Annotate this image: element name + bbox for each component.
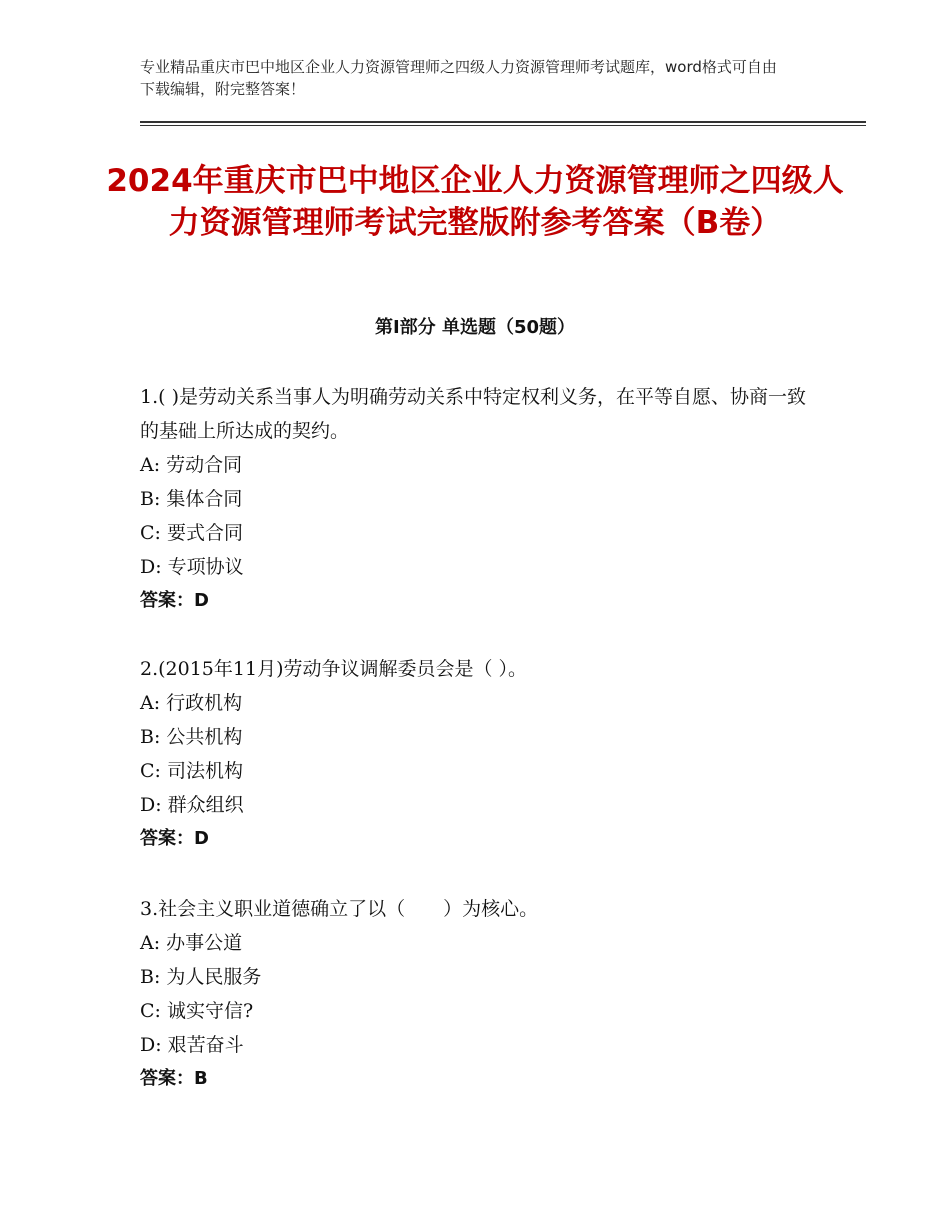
question-1 (140, 380, 820, 618)
header-note: 专业精品重庆市巴中地区企业人力资源管理师之四级人力资源管理师考试题库，word格式可自由下载编辑，附完整答案！ (140, 58, 777, 98)
answer: 答案：D (140, 590, 209, 611)
option-b: B: 集体合同 (140, 488, 243, 510)
document-title: 2024年重庆市巴中地区企业人力资源管理师之四级人力资源管理师考试完整版附参考答案（B卷） (106, 163, 844, 241)
option-c: C: 要式合同 (140, 522, 243, 544)
option-a: A: 劳动合同 (140, 454, 243, 476)
answer: 答案：B (140, 1068, 208, 1089)
question-2 (140, 652, 820, 856)
divider-thin-line (140, 125, 866, 126)
option-d: D: 专项协议 (140, 556, 244, 578)
option-c: C: 诚实守信? (140, 1000, 254, 1022)
question-3 (140, 892, 820, 1096)
option-c: C: 司法机构 (140, 760, 243, 782)
question-stem: 3.社会主义职业道德确立了以（ ）为核心。 (140, 898, 539, 920)
option-b: B: 为人民服务 (140, 966, 262, 988)
question-stem: 2.(2015年11月)劳动争议调解委员会是（ ）。 (140, 658, 528, 680)
answer: 答案：D (140, 828, 209, 849)
option-d: D: 艰苦奋斗 (140, 1034, 244, 1056)
option-d: D: 群众组织 (140, 794, 244, 816)
option-a: A: 办事公道 (140, 932, 243, 954)
question-stem: 1.( )是劳动关系当事人为明确劳动关系中特定权利义务，在平等自愿、协商一致的基础上所达成的契约。 (140, 386, 806, 442)
section-title: 第Ⅰ部分 单选题（50题） (374, 317, 575, 338)
option-b: B: 公共机构 (140, 726, 243, 748)
header-divider (140, 121, 866, 127)
divider-thick-line (140, 121, 866, 123)
option-a: A: 行政机构 (140, 692, 243, 714)
